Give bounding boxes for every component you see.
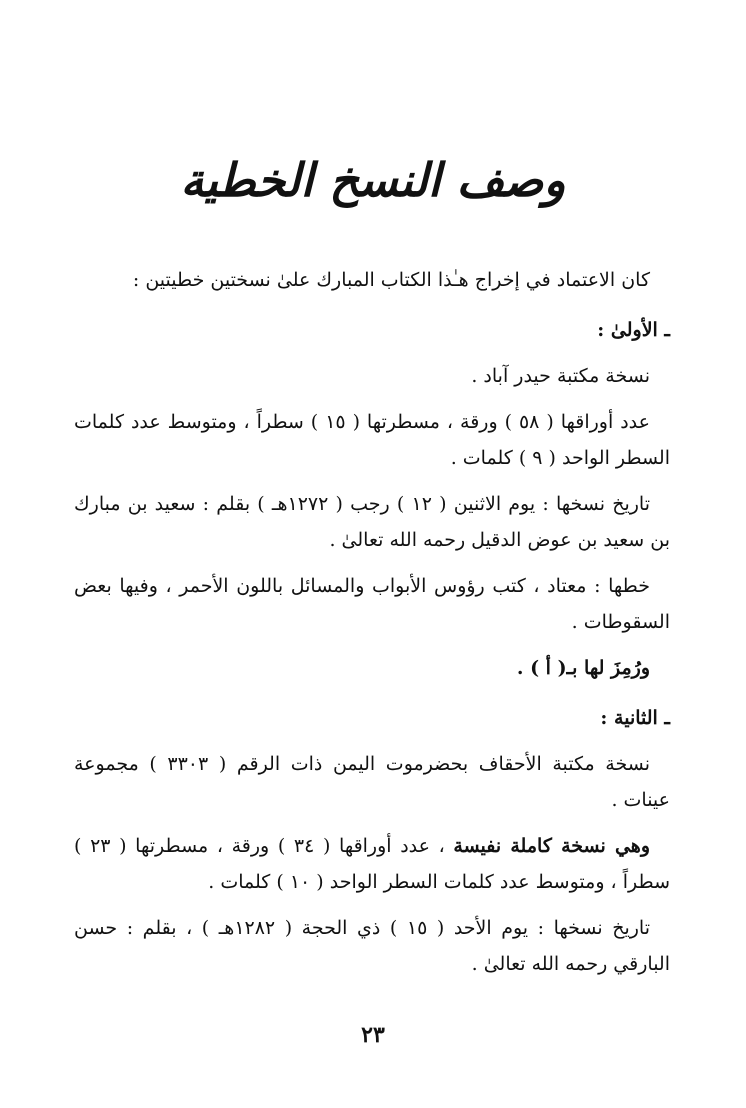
second-manuscript-date: تاريخ نسخها : يوم الأحد ( ١٥ ) ذي الحجة ( ١٢٨٢هـ ) ، بقلم : حسن البارقي رحمه الله تعالىٰ .	[74, 917, 670, 975]
first-manuscript-script: خطها : معتاد ، كتب رؤوس الأبواب والمسائل باللون الأحمر ، وفيها بعض السقوطات .	[74, 575, 670, 633]
second-manuscript-heading: ـ الثانية :	[600, 707, 670, 729]
page-number: ٢٣	[361, 1022, 385, 1048]
intro-paragraph: كان الاعتماد في إخراج هـٰذا الكتاب المبارك علىٰ نسختين خطيتين :	[132, 269, 650, 291]
first-manuscript-heading: ـ الأولىٰ :	[597, 319, 670, 341]
first-manuscript-pages: عدد أوراقها ( ٥٨ ) ورقة ، مسطرتها ( ١٥ ) سطراً ، ومتوسط عدد كلمات السطر الواحد ( ٩ ) كلمات .	[74, 411, 670, 469]
first-manuscript-library: نسخة مكتبة حيدر آباد .	[471, 365, 650, 387]
first-manuscript-symbol: ورُمِزَ لها بـ( أ ) .	[516, 657, 650, 679]
page-body	[74, 262, 670, 992]
second-manuscript-pages-text: ، عدد أوراقها ( ٣٤ ) ورقة ، مسطرتها ( ٢٣ ) سطراً ، ومتوسط عدد كلمات السطر الواحد ( ١٠ ) كلمات .	[74, 835, 670, 893]
second-manuscript-library: نسخة مكتبة الأحقاف بحضرموت اليمن ذات الرقم ( ٣٣٠٣ ) مجموعة عينات .	[74, 753, 670, 811]
second-manuscript-note: وهي نسخة كاملة نفيسة	[453, 835, 651, 857]
second-manuscript-pages	[74, 828, 670, 900]
section-title: وصف النسخ الخطية	[180, 153, 566, 207]
first-manuscript-date: تاريخ نسخها : يوم الاثنين ( ١٢ ) رجب ( ١٢٧٢هـ ) بقلم : سعيد بن مبارك بن سعيد بن عوض الدقيل رحمه الله تعالىٰ .	[74, 493, 670, 551]
